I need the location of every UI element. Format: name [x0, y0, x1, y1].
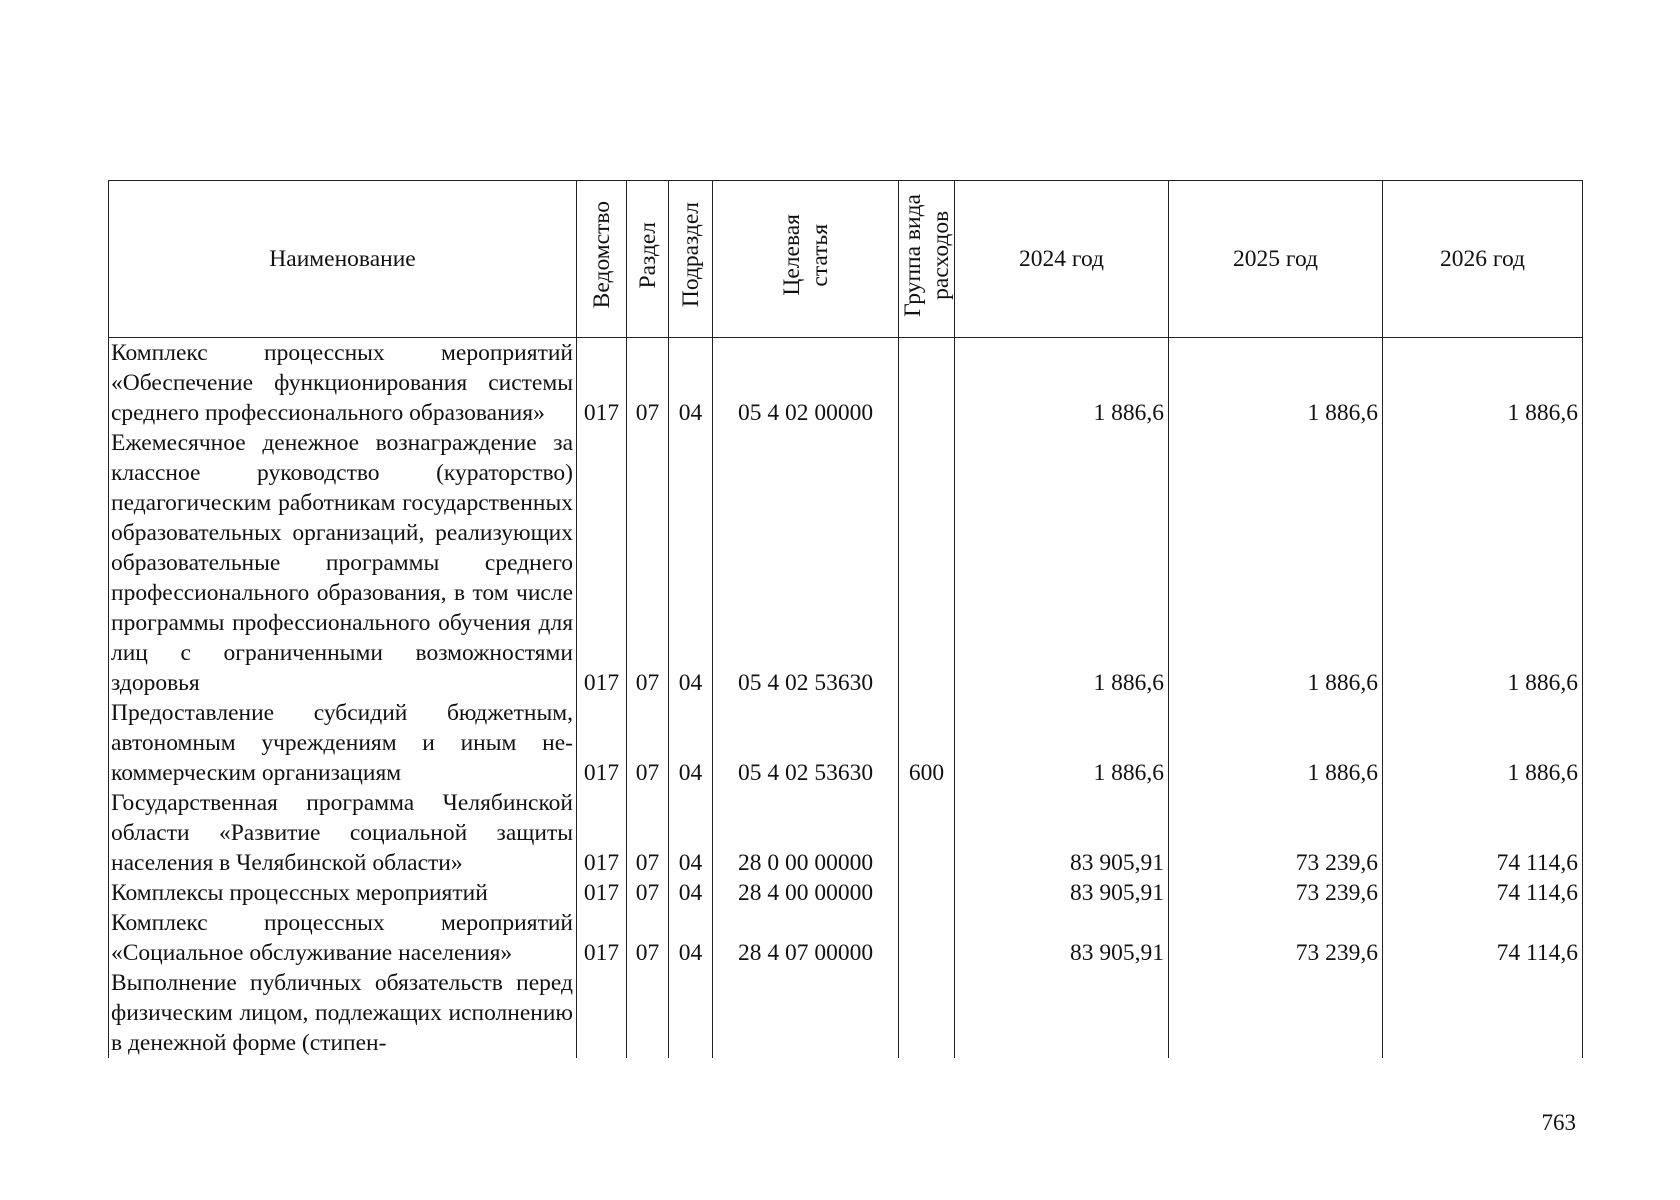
- row-name: Государственная программа Челябинской области «Развитие социальной защиты населения в Челябинской области»: [109, 788, 577, 878]
- row-2025: 1 886,6: [1169, 338, 1383, 429]
- budget-table: [108, 180, 1583, 1058]
- row-2026: 1 886,6: [1383, 428, 1583, 698]
- row-target: 05 4 02 53630: [713, 428, 899, 698]
- row-2025: 73 239,6: [1169, 878, 1383, 908]
- row-target: 28 4 07 00000: [713, 908, 899, 968]
- header-group-line1: Группа вида: [900, 193, 926, 317]
- row-dept: 017: [577, 878, 627, 908]
- row-2025: 1 886,6: [1169, 698, 1383, 788]
- header-section: Раздел: [627, 181, 669, 338]
- row-name: Выполнение публичных обязательств перед физическим лицом, подлежащих исполнению в денежной форме (стипен-: [109, 968, 577, 1058]
- row-name: Предоставление субсидий бюджетным, автономным учреждениям и иным некоммерческим организациям: [109, 698, 577, 788]
- row-2024: 1 886,6: [955, 698, 1169, 788]
- row-section: 07: [627, 908, 669, 968]
- header-group-line2: расходов: [928, 210, 954, 300]
- row-name: Ежемесячное денежное вознаграждение за классное руководство (кураторство) педагогическим работникам государственных образовательных организаций, реализующих образовательные программы среднего профессионального образования, в том числе программы профессионального обучения для лиц с ограниченными возможностями здоровья: [109, 428, 577, 698]
- row-subsection: 04: [669, 428, 713, 698]
- row-target: 28 4 00 00000: [713, 878, 899, 908]
- row-target: [713, 968, 899, 1058]
- row-2026: 1 886,6: [1383, 338, 1583, 429]
- row-2024: [955, 968, 1169, 1058]
- header-2024: 2024 год: [955, 181, 1169, 338]
- row-target: 28 0 00 00000: [713, 788, 899, 878]
- header-group: [899, 181, 955, 338]
- row-2026: 74 114,6: [1383, 878, 1583, 908]
- row-2025: [1169, 968, 1383, 1058]
- row-subsection: 04: [669, 908, 713, 968]
- row-2026: 74 114,6: [1383, 908, 1583, 968]
- row-2025: 73 239,6: [1169, 908, 1383, 968]
- header-dept: Ведомство: [577, 181, 627, 338]
- row-2024: 83 905,91: [955, 788, 1169, 878]
- row-group: [899, 968, 955, 1058]
- header-2025: 2025 год: [1169, 181, 1383, 338]
- table-row: [109, 698, 1583, 788]
- row-2024: 1 886,6: [955, 338, 1169, 429]
- row-2025: 73 239,6: [1169, 788, 1383, 878]
- row-2026: 74 114,6: [1383, 788, 1583, 878]
- row-section: 07: [627, 788, 669, 878]
- table-row: [109, 338, 1583, 429]
- row-group: 600: [899, 698, 955, 788]
- header-row: [109, 181, 1583, 338]
- row-dept: [577, 968, 627, 1058]
- row-dept: 017: [577, 908, 627, 968]
- row-subsection: 04: [669, 788, 713, 878]
- row-subsection: [669, 968, 713, 1058]
- table-row: [109, 788, 1583, 878]
- page-number: 763: [1541, 1110, 1576, 1135]
- row-section: [627, 968, 669, 1058]
- row-target: 05 4 02 53630: [713, 698, 899, 788]
- row-section: 07: [627, 698, 669, 788]
- row-subsection: 04: [669, 878, 713, 908]
- row-dept: 017: [577, 698, 627, 788]
- row-section: 07: [627, 428, 669, 698]
- row-2025: 1 886,6: [1169, 428, 1383, 698]
- header-name: Наименование: [109, 181, 577, 338]
- header-subsection: Подраздел: [669, 181, 713, 338]
- table-row: [109, 428, 1583, 698]
- row-2026: [1383, 968, 1583, 1058]
- row-section: 07: [627, 878, 669, 908]
- row-group: [899, 878, 955, 908]
- row-subsection: 04: [669, 698, 713, 788]
- header-target-line1: Целевая: [778, 214, 805, 296]
- row-group: [899, 788, 955, 878]
- row-dept: 017: [577, 788, 627, 878]
- row-dept: 017: [577, 338, 627, 429]
- row-dept: 017: [577, 428, 627, 698]
- header-target: [713, 181, 899, 338]
- row-2024: 1 886,6: [955, 428, 1169, 698]
- header-2026: 2026 год: [1383, 181, 1583, 338]
- table-row: [109, 968, 1583, 1058]
- row-section: 07: [627, 338, 669, 429]
- row-2026: 1 886,6: [1383, 698, 1583, 788]
- header-target-line2: статья: [806, 223, 833, 287]
- row-target: 05 4 02 00000: [713, 338, 899, 429]
- row-subsection: 04: [669, 338, 713, 429]
- row-group: [899, 338, 955, 429]
- row-group: [899, 428, 955, 698]
- row-2024: 83 905,91: [955, 908, 1169, 968]
- row-name: Комплекс процессных мероприятий «Обеспечение функционирования системы среднего профессионального образования»: [109, 338, 577, 429]
- row-name: Комплексы процессных мероприятий: [109, 878, 577, 908]
- row-2024: 83 905,91: [955, 878, 1169, 908]
- row-group: [899, 908, 955, 968]
- table-row: [109, 878, 1583, 908]
- row-name: Комплекс процессных мероприятий «Социальное обслуживание населения»: [109, 908, 577, 968]
- table-row: [109, 908, 1583, 968]
